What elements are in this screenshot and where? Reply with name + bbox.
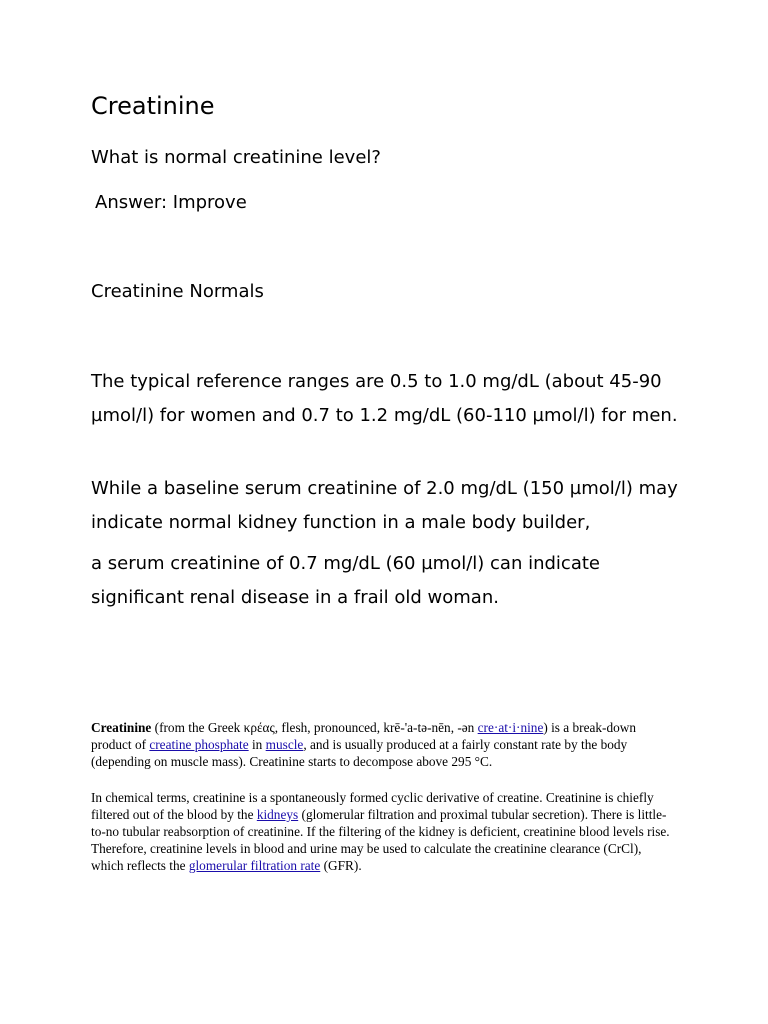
body-builder-paragraph: While a baseline serum creatinine of 2.0 mg/dL (150 µmol/l) may indicate normal kidney function in a male body builder, [91,478,678,533]
muscle-link[interactable]: muscle [265,737,304,752]
question-text: What is normal creatinine level? [91,147,381,168]
kidneys-link[interactable]: kidneys [256,807,299,822]
glomerular-filtration-rate-link[interactable]: glomerular filtration rate [188,858,321,873]
reference-range-paragraph: The typical reference ranges are 0.5 to 1.0 mg/dL (about 45-90 µmol/l) for women and 0.7 to 1.2 mg/dL (60-110 µmol/l) for men. [91,371,678,426]
definition-excerpt [91,719,677,770]
excerpt-text: (glomerular filtration and proximal tubular secretion). There is little-to-no tubular reabsorption of creatinine. If the filtering of the kidney is deficient, creatinine blood levels rise. Therefore, creatinine levels in blood and urine may be used to calculate the creatinine clearance (CrCl), which reflects the [91,807,670,873]
frail-woman-paragraph: a serum creatinine of 0.7 mg/dL (60 µmol/l) can indicate significant renal disease in a frail old woman. [91,553,600,608]
creatine-phosphate-link[interactable]: creatine phosphate [149,737,249,752]
excerpt-text: (from the Greek κρέας, flesh, pronounced, krē-'a-tə-nēn, -ən [151,720,478,735]
section-heading: Creatinine Normals [91,281,264,302]
answer-text: Answer: Improve [95,192,247,213]
excerpt-text: (GFR). [320,858,362,873]
chemistry-excerpt [91,789,677,874]
excerpt-term: Creatinine [91,720,152,735]
excerpt-text: In chemical terms, creatinine is a spontaneously formed cyclic derivative of creatine. Creatinine is chiefly filtered out of the blood by the [91,790,654,822]
excerpt-text: , and is usually produced at a fairly constant rate by the body (depending on muscle mass). Creatinine starts to decompose above 295 °C. [91,737,628,769]
excerpt-text: ) is a break-down product of [91,720,637,752]
page-title: Creatinine [91,92,215,120]
excerpt-text: in [248,737,266,752]
pronunciation-link[interactable]: cre·at·i·nine [477,720,544,735]
